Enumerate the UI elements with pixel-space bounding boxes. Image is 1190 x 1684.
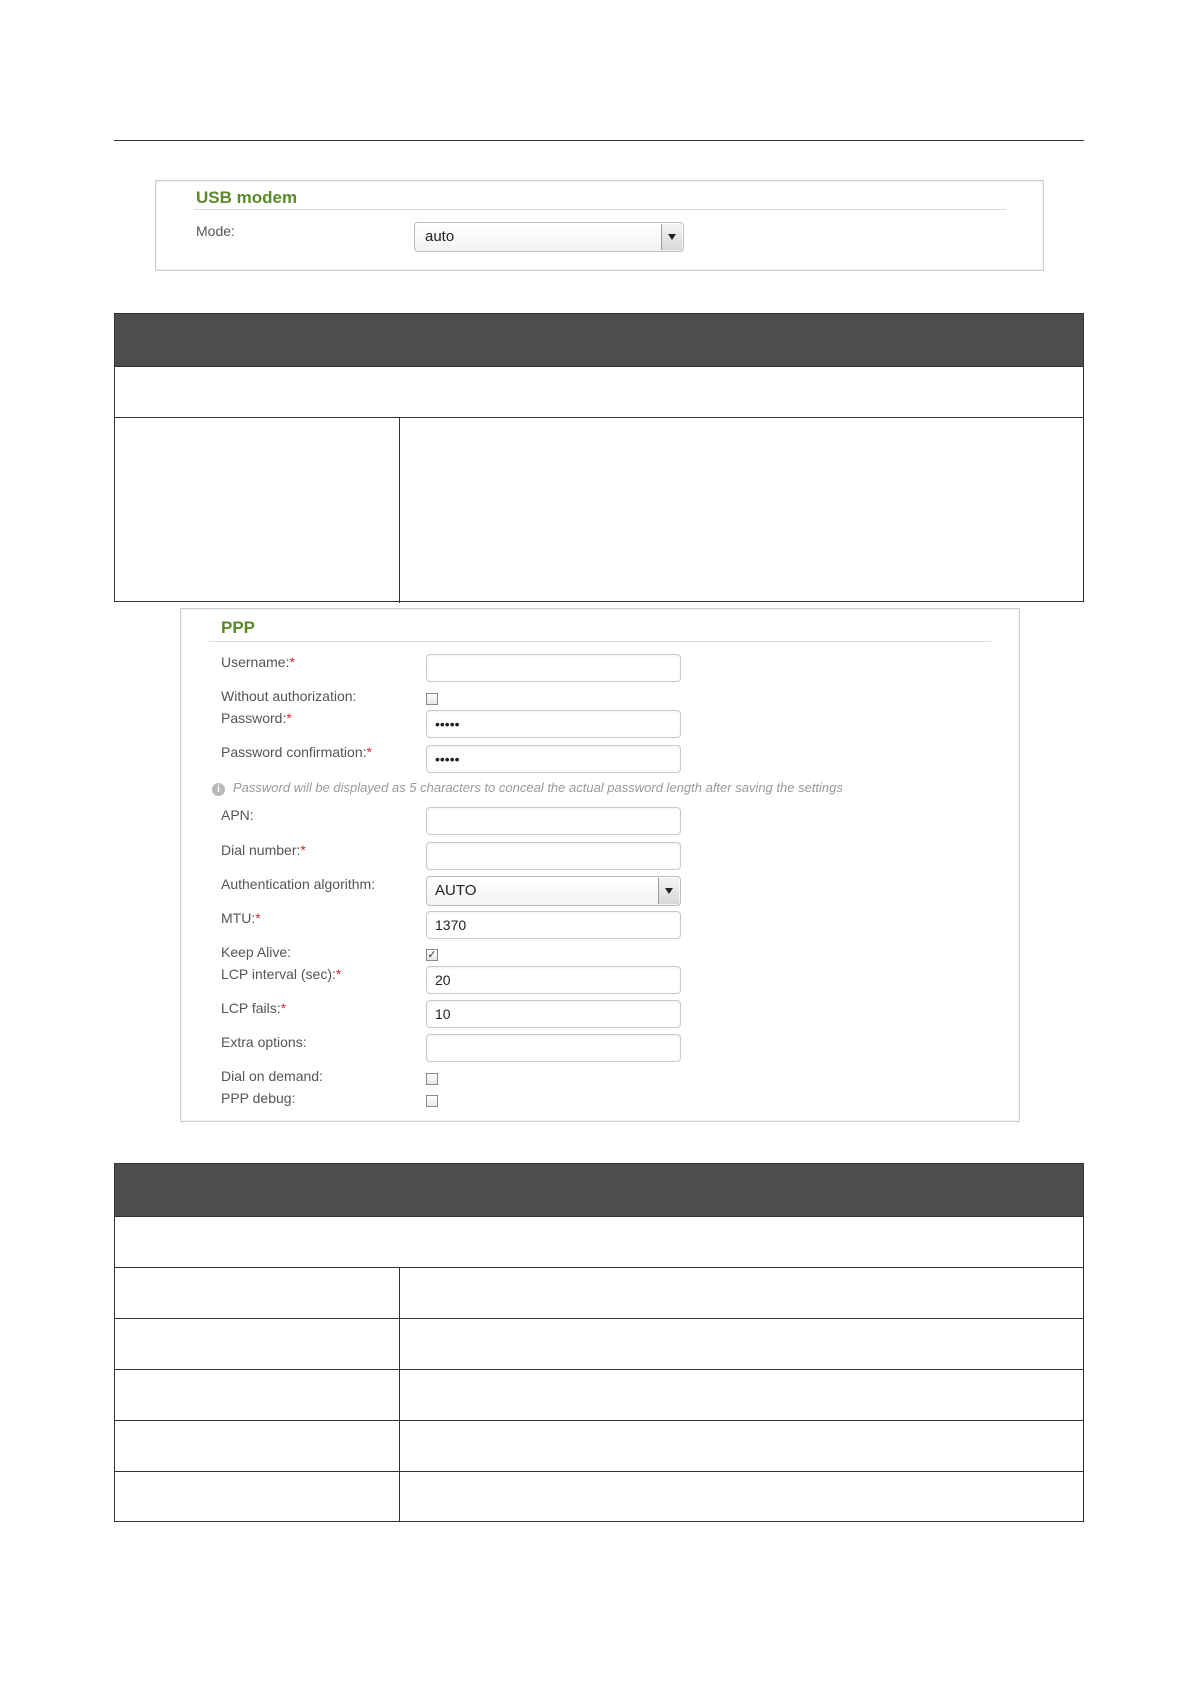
password-input[interactable]: ••••• xyxy=(426,710,681,738)
usb-modem-panel xyxy=(155,180,1044,271)
table-cell-parameter xyxy=(115,1421,400,1471)
mtu-input[interactable]: 1370 xyxy=(426,911,681,939)
table-2-subheader xyxy=(115,1216,1083,1267)
keep-alive-label: Keep Alive: xyxy=(221,944,292,960)
auth-algorithm-value: AUTO xyxy=(435,882,477,899)
lcp-fails-input[interactable]: 10 xyxy=(426,1000,681,1028)
mode-select[interactable] xyxy=(414,222,684,252)
auth-algorithm-select[interactable] xyxy=(426,876,681,906)
lcp-interval-label: LCP interval (sec):* xyxy=(221,966,342,982)
extra-options-label: Extra options: xyxy=(221,1034,307,1050)
ppp-panel xyxy=(180,608,1020,1122)
ppp-debug-checkbox[interactable] xyxy=(426,1095,438,1107)
lcp-interval-input[interactable]: 20 xyxy=(426,966,681,994)
dial-on-demand-label: Dial on demand: xyxy=(221,1068,323,1084)
ppp-divider xyxy=(209,641,991,642)
table-cell-parameter xyxy=(115,418,400,603)
table-row xyxy=(115,1318,1083,1369)
mtu-label: MTU:* xyxy=(221,910,261,926)
usb-modem-title: USB modem xyxy=(196,188,298,207)
table-cell-description xyxy=(400,1472,1083,1522)
apn-input[interactable] xyxy=(426,807,681,835)
doc-table-1 xyxy=(114,313,1084,602)
doc-table-2 xyxy=(114,1163,1084,1522)
usb-modem-divider xyxy=(194,209,1006,210)
dial-number-input[interactable] xyxy=(426,842,681,870)
table-cell-description xyxy=(400,1268,1083,1318)
username-label: Username:* xyxy=(221,654,295,670)
apn-label: APN: xyxy=(221,807,254,823)
info-icon: i xyxy=(212,783,225,796)
table-cell-parameter xyxy=(115,1268,400,1318)
without-auth-label: Without authorization: xyxy=(221,688,357,704)
password-confirm-input[interactable]: ••••• xyxy=(426,745,681,773)
lcp-fails-label: LCP fails:* xyxy=(221,1000,287,1016)
table-cell-description xyxy=(400,1370,1083,1420)
table-cell-parameter xyxy=(115,1319,400,1369)
password-note: Password will be displayed as 5 characters to conceal the actual password length after saving the settings xyxy=(233,780,843,795)
without-auth-checkbox[interactable] xyxy=(426,693,438,705)
chevron-down-icon[interactable] xyxy=(661,224,682,250)
dial-on-demand-checkbox[interactable] xyxy=(426,1073,438,1085)
dial-number-label: Dial number:* xyxy=(221,842,306,858)
table-row xyxy=(115,1267,1083,1318)
ppp-title: PPP xyxy=(221,618,256,637)
table-cell-description xyxy=(400,418,1083,603)
table-row xyxy=(115,1369,1083,1420)
table-cell-description xyxy=(400,1319,1083,1369)
password-label: Password:* xyxy=(221,710,292,726)
ppp-debug-label: PPP debug: xyxy=(221,1090,296,1106)
page-header-rule xyxy=(114,140,1084,141)
table-2-header xyxy=(115,1164,1083,1216)
table-row xyxy=(115,1420,1083,1471)
table-row xyxy=(115,1471,1083,1522)
mode-label: Mode: xyxy=(196,223,235,239)
keep-alive-checkbox[interactable]: ✓ xyxy=(427,949,437,961)
table-cell-parameter xyxy=(115,1472,400,1522)
username-input[interactable] xyxy=(426,654,681,682)
table-cell-parameter xyxy=(115,1370,400,1420)
table-cell-description xyxy=(400,1421,1083,1471)
table-1-header xyxy=(115,314,1083,366)
table-row xyxy=(115,417,1083,603)
auth-algorithm-label: Authentication algorithm: xyxy=(221,876,376,892)
table-1-subheader xyxy=(115,366,1083,417)
extra-options-input[interactable] xyxy=(426,1034,681,1062)
password-confirm-label: Password confirmation:* xyxy=(221,744,372,760)
chevron-down-icon[interactable] xyxy=(658,878,679,904)
mode-select-value: auto xyxy=(425,228,455,245)
